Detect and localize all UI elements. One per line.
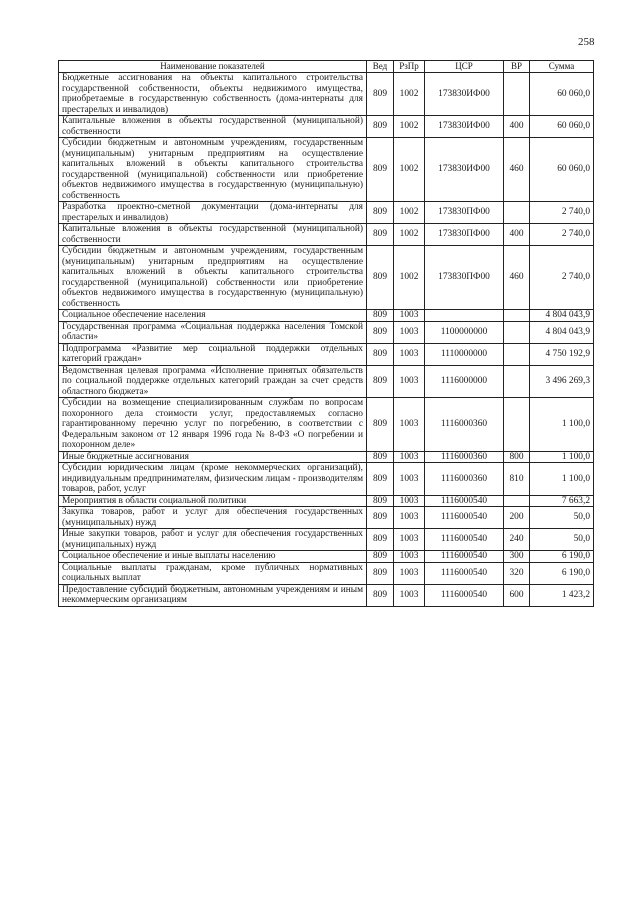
cell-sum: 3 496 269,3 (530, 365, 594, 398)
cell-ved: 809 (367, 507, 394, 529)
cell-ved: 809 (367, 116, 394, 138)
cell-sum: 1 100,0 (530, 451, 594, 463)
cell-name: Субсидии бюджетным и автономным учреждениям, государственным (муниципальным) унитарным предприятиям на осуществление капитальных вложений в объекты капитального строительства государственной (муниципальной) собственности или приобретение объектов недвижимого имущества в государственную (муниципальную) собственность (59, 246, 367, 310)
cell-csr: 1116000540 (425, 562, 504, 584)
table-row (59, 343, 594, 365)
cell-ved: 809 (367, 451, 394, 463)
page-number: 258 (578, 36, 595, 48)
cell-vr: 240 (504, 529, 530, 551)
table-body (59, 73, 594, 607)
cell-vr (504, 365, 530, 398)
cell-name: Бюджетные ассигнования на объекты капитального строительства государственной собственности, объекты недвижимого имущества, приобретаемые в государственную собственность (дома-интернаты для престарелых и инвалидов) (59, 73, 367, 116)
table-row (59, 551, 594, 563)
cell-rzpr: 1003 (394, 321, 425, 343)
cell-name: Разработка проектно-сметной документации (дома-интернаты для престарелых и инвалидов) (59, 202, 367, 224)
header-name: Наименование показателей (59, 61, 367, 73)
budget-table (58, 60, 594, 607)
cell-csr: 173830ПФ00 (425, 202, 504, 224)
table-row (59, 495, 594, 507)
cell-vr (504, 310, 530, 322)
header-vr: ВР (504, 61, 530, 73)
table-row (59, 463, 594, 496)
cell-sum: 4 804 043,9 (530, 321, 594, 343)
cell-vr: 400 (504, 224, 530, 246)
table-row (59, 116, 594, 138)
cell-vr: 460 (504, 138, 530, 202)
cell-sum: 6 190,0 (530, 551, 594, 563)
cell-ved: 809 (367, 343, 394, 365)
cell-sum: 2 740,0 (530, 202, 594, 224)
cell-name: Социальное обеспечение населения (59, 310, 367, 322)
cell-vr: 320 (504, 562, 530, 584)
cell-ved: 809 (367, 224, 394, 246)
cell-sum: 7 663,2 (530, 495, 594, 507)
cell-vr: 460 (504, 246, 530, 310)
cell-name: Субсидии юридическим лицам (кроме некоммерческих организаций), индивидуальным предпринимателям, физическим лицам - производителям товаров, работ, услуг (59, 463, 367, 496)
cell-name: Ведомственная целевая программа «Исполнение принятых обязательств по социальной поддержке отдельных категорий граждан за счет средств областного бюджета» (59, 365, 367, 398)
cell-sum: 2 740,0 (530, 224, 594, 246)
cell-ved: 809 (367, 529, 394, 551)
cell-vr: 400 (504, 116, 530, 138)
table-row (59, 365, 594, 398)
cell-ved: 809 (367, 551, 394, 563)
cell-rzpr: 1003 (394, 507, 425, 529)
table-row (59, 451, 594, 463)
cell-csr: 173830ИФ00 (425, 138, 504, 202)
cell-vr: 810 (504, 463, 530, 496)
cell-rzpr: 1002 (394, 224, 425, 246)
cell-csr: 173830ИФ00 (425, 73, 504, 116)
cell-sum: 1 100,0 (530, 463, 594, 496)
cell-ved: 809 (367, 562, 394, 584)
cell-vr (504, 202, 530, 224)
cell-vr (504, 495, 530, 507)
cell-csr: 1100000000 (425, 321, 504, 343)
cell-ved: 809 (367, 321, 394, 343)
table-row (59, 73, 594, 116)
cell-vr: 600 (504, 584, 530, 606)
cell-csr: 173830ПФ00 (425, 224, 504, 246)
cell-rzpr: 1003 (394, 343, 425, 365)
cell-rzpr: 1003 (394, 584, 425, 606)
cell-csr (425, 310, 504, 322)
cell-csr: 1116000540 (425, 507, 504, 529)
cell-sum: 4 804 043,9 (530, 310, 594, 322)
header-sum: Сумма (530, 61, 594, 73)
cell-ved: 809 (367, 73, 394, 116)
cell-rzpr: 1002 (394, 116, 425, 138)
cell-csr: 1116000540 (425, 529, 504, 551)
cell-name: Субсидии бюджетным и автономным учреждениям, государственным (муниципальным) унитарным предприятиям на осуществление капитальных вложений в объекты капитального строительства государственной (муниципальной) собственности или приобретение объектов недвижимого имущества в государственную (муниципальную) собственность (59, 138, 367, 202)
cell-name: Капитальные вложения в объекты государственной (муниципальной) собственности (59, 116, 367, 138)
cell-ved: 809 (367, 202, 394, 224)
cell-csr: 1116000360 (425, 398, 504, 452)
cell-ved: 809 (367, 495, 394, 507)
table-row (59, 246, 594, 310)
cell-name: Предоставление субсидий бюджетным, автономным учреждениям и иным некоммерческим организациям (59, 584, 367, 606)
header-ved: Вед (367, 61, 394, 73)
cell-name: Закупка товаров, работ и услуг для обеспечения государственных (муниципальных) нужд (59, 507, 367, 529)
table-row (59, 529, 594, 551)
cell-ved: 809 (367, 365, 394, 398)
table-row (59, 398, 594, 452)
cell-rzpr: 1003 (394, 495, 425, 507)
cell-sum: 1 100,0 (530, 398, 594, 452)
cell-vr (504, 73, 530, 116)
header-rzpr: РзПр (394, 61, 425, 73)
cell-rzpr: 1003 (394, 529, 425, 551)
cell-name: Социальное обеспечение и иные выплаты населению (59, 551, 367, 563)
cell-csr: 1116000540 (425, 584, 504, 606)
cell-sum: 50,0 (530, 507, 594, 529)
cell-name: Подпрограмма «Развитие мер социальной поддержки отдельных категорий граждан» (59, 343, 367, 365)
cell-rzpr: 1002 (394, 202, 425, 224)
cell-sum: 6 190,0 (530, 562, 594, 584)
cell-rzpr: 1003 (394, 551, 425, 563)
cell-name: Мероприятия в области социальной политики (59, 495, 367, 507)
cell-rzpr: 1003 (394, 463, 425, 496)
cell-csr: 1116000540 (425, 495, 504, 507)
table-row (59, 507, 594, 529)
cell-csr: 173830ПФ00 (425, 246, 504, 310)
cell-vr (504, 321, 530, 343)
cell-ved: 809 (367, 310, 394, 322)
cell-csr: 1116000360 (425, 463, 504, 496)
cell-csr: 1110000000 (425, 343, 504, 365)
cell-ved: 809 (367, 398, 394, 452)
cell-name: Государственная программа «Социальная поддержка населения Томской области» (59, 321, 367, 343)
cell-sum: 60 060,0 (530, 138, 594, 202)
cell-vr: 800 (504, 451, 530, 463)
cell-sum: 2 740,0 (530, 246, 594, 310)
cell-sum: 50,0 (530, 529, 594, 551)
cell-sum: 1 423,2 (530, 584, 594, 606)
cell-ved: 809 (367, 584, 394, 606)
table-row (59, 138, 594, 202)
cell-sum: 60 060,0 (530, 73, 594, 116)
cell-vr: 300 (504, 551, 530, 563)
cell-name: Субсидии на возмещение специализированным службам по вопросам похоронного дела стоимости услуг, предоставляемых согласно гарантированному перечню услуг по погребению, в соответствии с Федеральным законом от 12 января 1996 года № 8-ФЗ «О погребении и похоронном деле» (59, 398, 367, 452)
cell-rzpr: 1003 (394, 365, 425, 398)
table-row (59, 321, 594, 343)
table-row (59, 562, 594, 584)
table-row (59, 584, 594, 606)
cell-name: Социальные выплаты гражданам, кроме публичных нормативных социальных выплат (59, 562, 367, 584)
cell-sum: 60 060,0 (530, 116, 594, 138)
table-header-row (59, 61, 594, 73)
cell-name: Капитальные вложения в объекты государственной (муниципальной) собственности (59, 224, 367, 246)
cell-rzpr: 1003 (394, 562, 425, 584)
cell-vr (504, 343, 530, 365)
cell-csr: 1116000540 (425, 551, 504, 563)
cell-csr: 1116000360 (425, 451, 504, 463)
cell-rzpr: 1002 (394, 73, 425, 116)
cell-rzpr: 1003 (394, 451, 425, 463)
header-csr: ЦСР (425, 61, 504, 73)
cell-csr: 1116000000 (425, 365, 504, 398)
cell-ved: 809 (367, 463, 394, 496)
cell-name: Иные бюджетные ассигнования (59, 451, 367, 463)
cell-rzpr: 1002 (394, 138, 425, 202)
table-row (59, 224, 594, 246)
cell-rzpr: 1002 (394, 246, 425, 310)
cell-ved: 809 (367, 138, 394, 202)
cell-vr: 200 (504, 507, 530, 529)
cell-name: Иные закупки товаров, работ и услуг для обеспечения государственных (муниципальных) нужд (59, 529, 367, 551)
table-row (59, 202, 594, 224)
cell-rzpr: 1003 (394, 398, 425, 452)
cell-vr (504, 398, 530, 452)
cell-ved: 809 (367, 246, 394, 310)
cell-csr: 173830ИФ00 (425, 116, 504, 138)
table-row (59, 310, 594, 322)
cell-sum: 4 750 192,9 (530, 343, 594, 365)
cell-rzpr: 1003 (394, 310, 425, 322)
